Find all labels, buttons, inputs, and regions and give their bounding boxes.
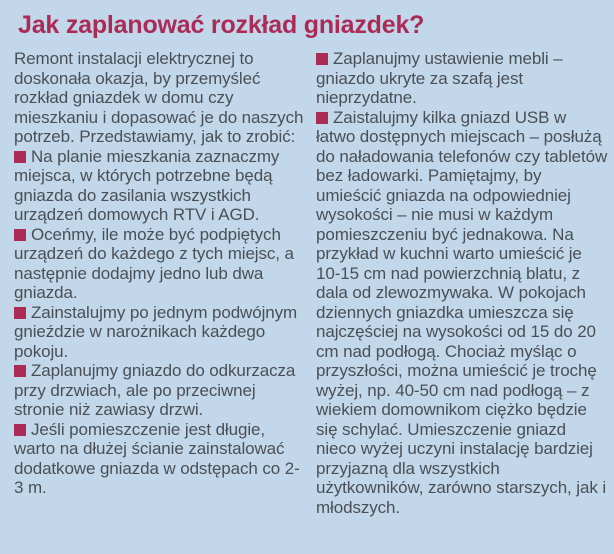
paragraph: [14, 49, 306, 147]
paragraph-text: Oceńmy, ile może być podpiętych urządzeń do każdego z tych miejsc, a następnie dodajmy jedno lub dwa gniazda.: [14, 224, 294, 302]
paragraph-text: Jeśli pomieszczenie jest długie, warto na dłużej ścianie zainstalować dodatkowe gniazda w odstępach co 2-3 m.: [14, 419, 300, 497]
bullet-item: [316, 49, 608, 108]
paragraph-text: Remont instalacji elektrycznej to doskonała okazja, by przemyśleć rozkład gniazdek w domu czy mieszkaniu i dopasować je do naszych potrzeb. Przedstawiamy, jak to zrobić:: [14, 49, 304, 146]
paragraph-text: Zaistalujmy kilka gniazd USB w łatwo dostępnych miejscach – posłużą do naładowania telefonów czy tabletów bez ładowarki. Pamiętajmy, by umieścić gniazda na odpowiedniej wysokości – nie musi w każdym pomieszczeniu być jednakowa. Na przykład w kuchni warto umieścić je 10-15 cm nad powierzchnią blatu, z dala od zlewozmywaka. W pokojach dziennych gniazdka umieszcza się najczęściej na wysokości od 15 do 20 cm nad podłogą. Chociaż myśląc o przyszłości, można umieścić je trochę wyżej, np. 40-50 cm nad podłogą – z wiekiem domownikom ciężko będzie się schylać. Umieszczenie gniazd nieco wyżej uczyni instalację bardziej przyjazną dla wszystkich użytkowników, zarówno starszych, jak i młodszych.: [316, 107, 608, 517]
bullet-item: [14, 147, 306, 225]
bullet-item: [14, 303, 306, 362]
paragraph-text: Zaplanujmy ustawienie mebli – gniazdo ukryte za szafą jest nieprzydatne.: [316, 49, 563, 107]
page-title: Jak zaplanować rozkład gniazdek?: [18, 11, 425, 39]
bullet-square-icon: [14, 424, 26, 436]
bullet-item: [14, 225, 306, 303]
bullet-item: [14, 361, 306, 420]
paragraph-text: Zainstalujmy po jednym podwójnym gnieździe w narożnikach każdego pokoju.: [14, 302, 298, 361]
bullet-square-icon: [14, 365, 26, 377]
bullet-square-icon: [14, 307, 26, 319]
text-column-right: [316, 49, 608, 517]
two-column-layout: [14, 49, 608, 517]
bullet-square-icon: [14, 229, 26, 241]
paragraph-text: Zaplanujmy gniazdo do odkurzacza przy drzwiach, ale po przeciwnej stronie niż zawiasy drzwi.: [14, 361, 296, 419]
bullet-item: [316, 108, 608, 518]
text-column-left: [14, 49, 306, 517]
paragraph-text: Na planie mieszkania zaznaczmy miejsca, w których potrzebne będą gniazda do zasilania wszystkich urządzeń domowych RTV i AGD.: [14, 146, 280, 224]
bullet-square-icon: [14, 151, 26, 163]
bullet-square-icon: [316, 53, 328, 65]
bullet-item: [14, 420, 306, 498]
bullet-square-icon: [316, 112, 328, 124]
